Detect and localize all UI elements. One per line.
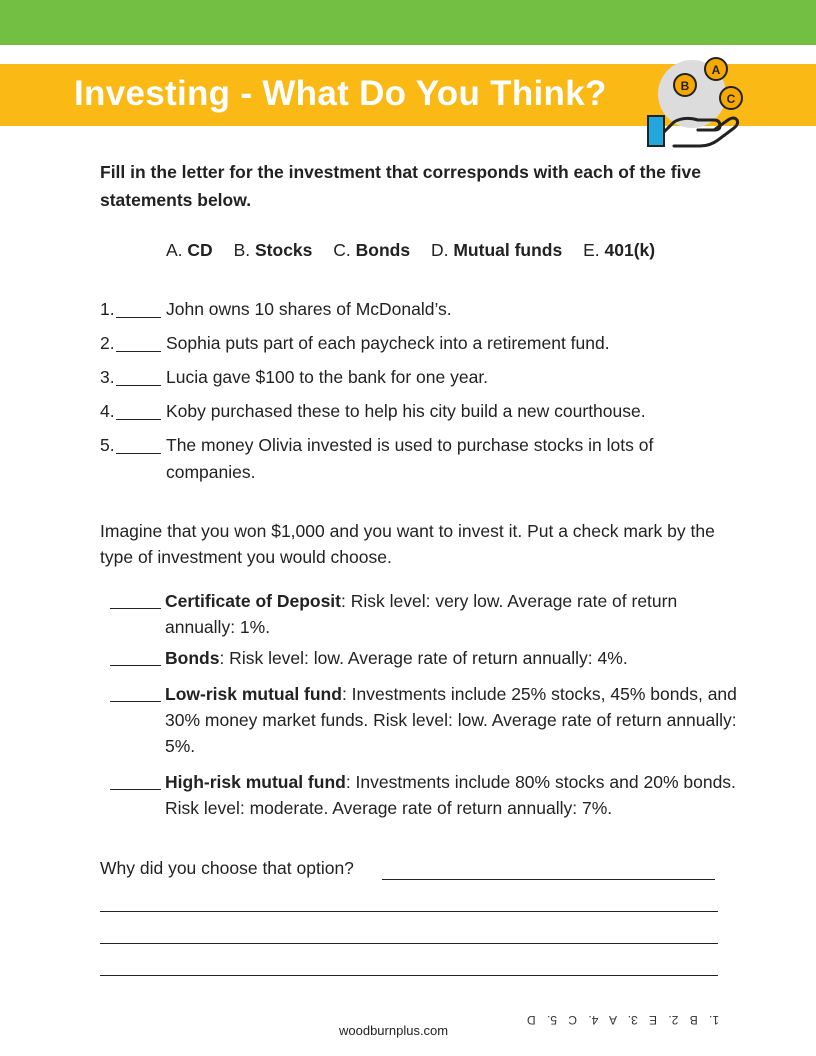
investment-options bbox=[166, 240, 655, 261]
statement-item bbox=[100, 330, 740, 357]
option-d: D. Mutual funds bbox=[430, 240, 563, 260]
statement-number: 5. bbox=[100, 435, 115, 455]
statement-text: John owns 10 shares of McDonald’s. bbox=[166, 299, 452, 319]
option-c: C. Bonds bbox=[333, 240, 411, 260]
choice-name: Certificate of Deposit bbox=[165, 591, 341, 611]
check-blank[interactable] bbox=[110, 608, 161, 609]
coin-label-a: A bbox=[711, 63, 721, 77]
top-green-bar bbox=[0, 0, 816, 45]
choice-name: Bonds bbox=[165, 648, 220, 668]
statement-number: 3. bbox=[100, 367, 115, 387]
choice-name: Low-risk mutual fund bbox=[165, 684, 342, 704]
footer-site: woodburnplus.com bbox=[339, 1023, 449, 1038]
investment-prompt: Imagine that you won $1,000 and you want to invest it. Put a check mark by the type of investment you would choose. bbox=[100, 521, 715, 567]
choice-item bbox=[110, 588, 750, 640]
answer-line[interactable] bbox=[100, 975, 718, 976]
option-b: B. Stocks bbox=[233, 240, 313, 260]
instructions: Fill in the letter for the investment that corresponds with each of the five statements below. bbox=[100, 162, 701, 210]
answer-blank[interactable] bbox=[116, 419, 161, 420]
statement-text: Sophia puts part of each paycheck into a retirement fund. bbox=[166, 333, 610, 353]
check-blank[interactable] bbox=[110, 701, 161, 702]
statement-number: 4. bbox=[100, 401, 115, 421]
statement-text: The money Olivia invested is used to purchase stocks in lots of companies. bbox=[166, 435, 654, 482]
why-question: Why did you choose that option? bbox=[100, 858, 354, 878]
statement-text: Lucia gave $100 to the bank for one year. bbox=[166, 367, 489, 387]
answer-line[interactable] bbox=[100, 911, 718, 912]
choice-name: High-risk mutual fund bbox=[165, 772, 346, 792]
page-title: Investing - What Do You Think? bbox=[74, 74, 607, 113]
coin-label-b: B bbox=[680, 79, 690, 93]
choice-item bbox=[110, 681, 750, 759]
choice-item bbox=[110, 645, 750, 671]
statement-item bbox=[100, 432, 740, 486]
statement-list bbox=[100, 296, 740, 493]
choice-description: : Investments include 80% stocks and 20% bonds. Risk level: moderate. Average rate of return annually: 7%. bbox=[165, 772, 736, 818]
statement-text: Koby purchased these to help his city build a new courthouse. bbox=[166, 401, 646, 421]
check-blank[interactable] bbox=[110, 789, 161, 790]
option-e: E. 401(k) bbox=[583, 240, 656, 260]
answer-blank[interactable] bbox=[116, 453, 161, 454]
statement-item bbox=[100, 296, 740, 323]
answer-blank[interactable] bbox=[116, 317, 161, 318]
answer-line[interactable] bbox=[100, 943, 718, 944]
statement-number: 1. bbox=[100, 299, 115, 319]
option-a: A. CD bbox=[166, 240, 213, 260]
choice-list bbox=[110, 588, 750, 821]
answer-line[interactable] bbox=[382, 879, 715, 880]
choice-item bbox=[110, 769, 750, 821]
answer-blank[interactable] bbox=[116, 351, 161, 352]
choice-description: : Risk level: very low. Average rate of return annually: 1%. bbox=[165, 591, 678, 637]
check-blank[interactable] bbox=[110, 665, 161, 666]
answer-key: 1. B 2. E 3. A 4. C 5. D bbox=[527, 1013, 720, 1027]
statement-item bbox=[100, 398, 740, 425]
statement-number: 2. bbox=[100, 333, 115, 353]
answer-blank[interactable] bbox=[116, 385, 161, 386]
coin-label-c: C bbox=[726, 92, 736, 106]
statement-item bbox=[100, 364, 740, 391]
hand-holding-coins-icon bbox=[644, 56, 744, 150]
choice-description: : Investments include 25% stocks, 45% bonds, and 30% money market funds. Risk level: low. Average rate of return annually: 5%. bbox=[165, 684, 737, 756]
choice-description: : Risk level: low. Average rate of return annually: 4%. bbox=[219, 648, 628, 668]
